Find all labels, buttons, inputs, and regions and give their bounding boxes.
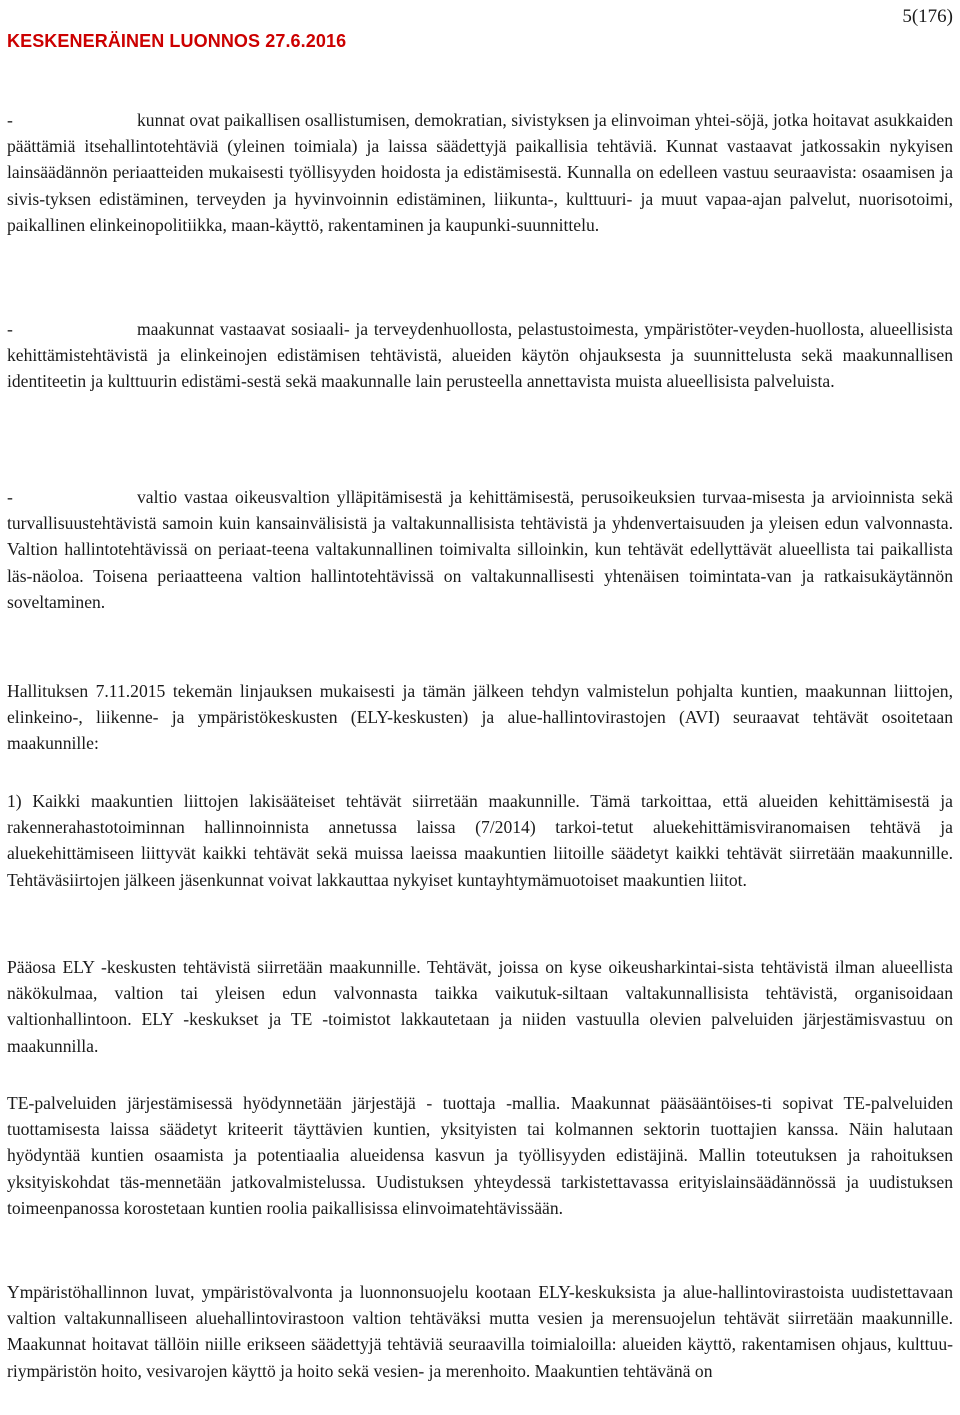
list-dash: - xyxy=(7,319,13,339)
paragraph-te-services: TE-palveluiden järjestämisessä hyödynnetään järjestäjä - tuottaja -mallia. Maakunnat pääsääntöises-ti sopivat TE-palveluiden tuottamisesta laissa säädetyt kriteerit täyttävien kuntien, yksityisten tai kolmannen sektorin tuottajien kanssa. Näin halutaan hyödyntää kuntien osaamista ja potentiaalia alueidensa kasvun ja työllisyyden edistäjinä. Mallin toteutuksen ja rahoituksen yksityiskohdat täs-mennetään jatkovalmistelussa. Uudistuksen yhteydessä tarkistettavassa erityislainsäädännössä ja uudistuksen toimeenpanossa korostetaan kuntien roolia paikallisissa elinvoimatehtävissään. xyxy=(7,1093,953,1218)
paragraph-government-decision: Hallituksen 7.11.2015 tekemän linjauksen mukaisesti ja tämän jälkeen tehdyn valmistelun pohjalta kuntien, maakunnan liittojen, elinkeino-, liikenne- ja ympäristökeskusten (ELY-keskusten) ja alue-hallintovirastojen (AVI) seuraavat tehtävät osoitetaan maakunnille: xyxy=(7,681,953,754)
paragraph-regional-councils: 1) Kaikki maakuntien liittojen lakisääteiset tehtävät siirretään maakunnille. Tämä tarkoittaa, että alueiden kehittämisestä ja rakennerahastotoiminnan hallinnoinnista annetussa laissa (7/2014) tarkoi-tetut aluekehittämisviranomaisen tehtävä ja aluekehittämiseen liittyvät kaikki tehtävät sekä muissa laeissa maakuntien liitoille säädetyt kaikki tehtävät siirretään maakunnille. Tehtäväsiirtojen jälkeen jäsenkunnat voivat lakkauttaa nykyiset kuntayhtymämuotoiset maakuntien liitot. xyxy=(7,791,953,890)
paragraph-text: kunnat ovat paikallisen osallistumisen, demokratian, sivistyksen ja elinvoiman yhtei-söjä, jotka hoitavat asukkaiden päättämiä itsehallintotehtäviä (yleinen toimiala) ja laissa säädettyjä paikallisia tehtäviä. Kunnat vastaavat jatkossakin nykyisen lainsäädännön periaatteiden mukaisesti työllisyyden hoidosta ja edistämisestä. Kunnalla on edelleen vastuu seuraavista: osaamisen ja sivis-tyksen edistäminen, terveyden ja hyvinvoinnin edistäminen, liikunta-, kulttuuri- ja muut vapaa-ajan palvelut, nuorisotoimi, paikallinen elinkeinopolitiikka, maan-käyttö, rakentaminen ja kaupunki-suunnittelu. xyxy=(7,110,953,235)
paragraph-ely-centres: Pääosa ELY -keskusten tehtävistä siirretään maakunnille. Tehtävät, joissa on kyse oikeusharkintai-sista tehtävistä ilman alueellista näkökulmaa, valtion tai yleisen edun valvonnasta taikka vaikutuk-siltaan valtakunnallisista tehtävistä, organisoidaan valtionhallintoon. ELY -keskukset ja TE -toimistot lakkautetaan ja niiden vastuulla olevien palveluiden järjestämisvastuu on maakunnilla. xyxy=(7,957,953,1056)
paragraph-municipalities xyxy=(7,107,953,238)
paragraph-text: maakunnat vastaavat sosiaali- ja terveydenhuollosta, pelastustoimesta, ympäristöter-veyden-huollosta, alueellisista kehittämistehtävistä ja elinkeinojen edistämisen tehtävistä, alueiden käytön ohjauksesta ja suunnittelusta sekä maakunnallisen identiteetin ja kulttuurin edistämi-sestä sekä maakunnalle lain perusteella annettavista muista alueellisista palveluista. xyxy=(7,319,953,392)
paragraph-regions xyxy=(7,316,953,395)
page-number: 5(176) xyxy=(902,6,953,27)
paragraph-state xyxy=(7,484,953,615)
list-dash: - xyxy=(7,487,13,507)
paragraph-environment: Ympäristöhallinnon luvat, ympäristövalvonta ja luonnonsuojelu kootaan ELY-keskuksista ja alue-hallintovirastoista uudistettavaan valtion valtakunnalliseen aluehallintovirastoon valtion tehtäväksi mutta vesien ja merensuojelun tehtävät siirretään maakunnille. Maakunnat hoitavat tällöin niille erikseen säädettyjä tehtäviä seuraavilla toimialoilla: alueiden käyttö, rakentamisen ohjaus, kulttuu-riympäristön hoito, vesivarojen käyttö ja hoito sekä vesien- ja merenhoito. Maakuntien tehtävänä on xyxy=(7,1282,953,1381)
paragraph-text: valtio vastaa oikeusvaltion ylläpitämisestä ja kehittämisestä, perusoikeuksien turvaa-misesta ja arvioinnista sekä turvallisuustehtävistä samoin kuin kansainvälisistä ja valtakunnallisista tehtävistä ja yhdenvertaisuuden ja yleisen edun valvonnasta. Valtion hallintotehtävissä on periaat-teena valtakunnallinen toimivalta silloinkin, kun tehtävät edellyttävät alueellista tai paikallista läs-näoloa. Toisena periaatteena valtion hallintotehtävissä on valtakunnallisesti yhtenäisen toimintata-van ja ratkaisukäytännön soveltaminen. xyxy=(7,487,953,612)
list-dash: - xyxy=(7,110,13,130)
draft-label: KESKENERÄINEN LUONNOS 27.6.2016 xyxy=(7,31,347,51)
